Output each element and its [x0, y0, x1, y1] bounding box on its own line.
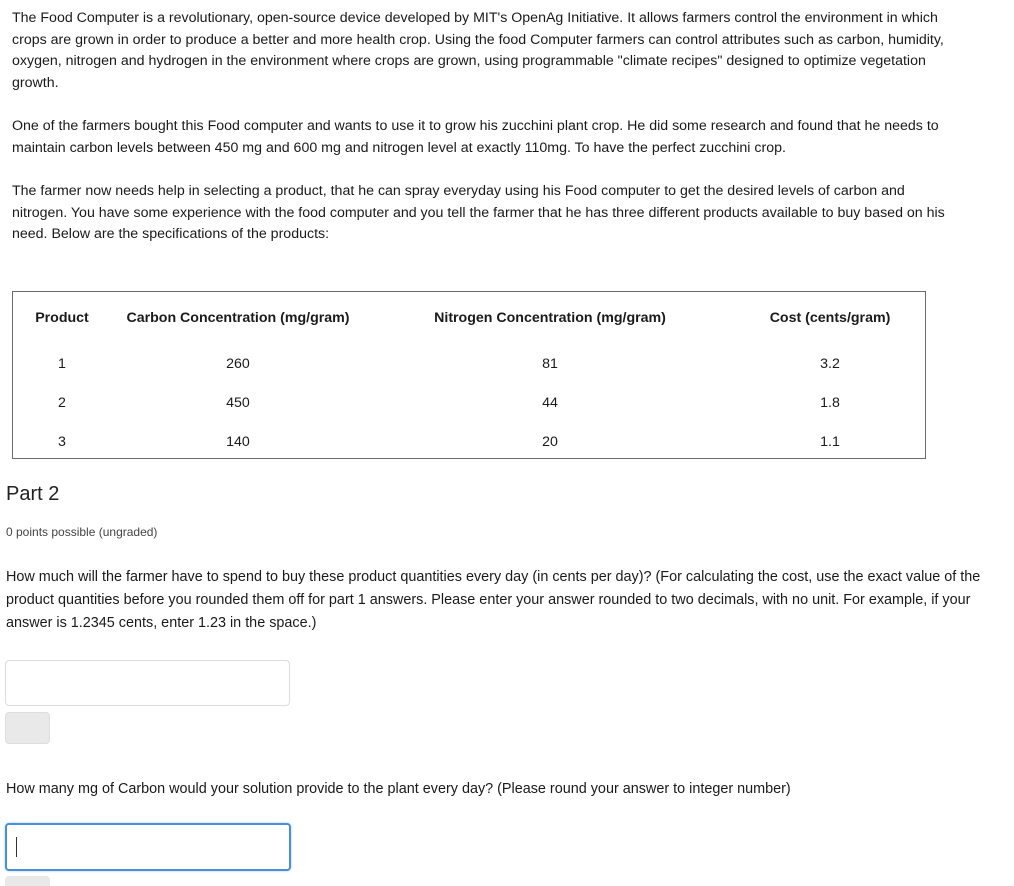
submit-button-2[interactable] [5, 876, 50, 886]
header-product: Product [35, 310, 89, 326]
cell-carbon: 140 [226, 433, 250, 450]
carbon-answer-input[interactable] [5, 823, 291, 871]
cell-carbon: 260 [226, 355, 250, 372]
cost-answer-input[interactable] [5, 660, 290, 706]
header-cost: Cost (cents/gram) [769, 310, 891, 326]
cell-carbon: 450 [226, 394, 250, 411]
question-carbon-text: How many mg of Carbon would your solution provide to the plant every day? (Please round your answer to integer number) [6, 781, 791, 797]
product-spec-table [12, 291, 926, 459]
cell-nitrogen: 44 [542, 394, 558, 411]
spec-table [13, 292, 925, 461]
table-row [13, 383, 925, 422]
intro-paragraph-2: One of the farmers bought this Food computer and wants to use it to grow his zucchini plant crop. He did some research and found that he needs to maintain carbon levels between 450 mg and 600 mg and nitrogen level at exactly 110mg. To have the perfect zucchini crop. [12, 118, 939, 156]
table-row [13, 344, 925, 383]
problem-description [12, 8, 962, 268]
intro-paragraph-1: The Food Computer is a revolutionary, open-source device developed by MIT's OpenAg Initiative. It allows farmers control the environment in which crops are grown in order to produce a better and more health crop. Using the food Computer farmers can control attributes such as carbon, humidity, oxygen, nitrogen and hydrogen in the environment where crops are grown, using programmable "climate recipes" designed to optimize vegetation growth. [12, 10, 944, 91]
cell-cost: 1.8 [820, 394, 840, 411]
question-cost-text: How much will the farmer have to spend to buy these product quantities every day (in cents per day)? (For calculating the cost, use the exact value of the product quantities before you rounded them off for part 1 answers. Please enter your answer rounded to two decimals, with no unit. For example, if your answer is 1.2345 cents, enter 1.23 in the space.) [6, 569, 981, 631]
table-header-row [13, 292, 925, 344]
cell-nitrogen: 81 [542, 355, 558, 372]
header-nitrogen: Nitrogen Concentration (mg/gram) [434, 310, 666, 326]
table-row [13, 422, 925, 461]
cell-product: 1 [58, 355, 66, 372]
submit-button[interactable] [5, 712, 50, 744]
text-caret [16, 837, 17, 857]
cell-product: 3 [58, 433, 66, 450]
part-title: Part 2 [6, 483, 60, 505]
header-carbon: Carbon Concentration (mg/gram) [126, 310, 350, 326]
intro-paragraph-3: The farmer now needs help in selecting a product, that he can spray everyday using his Food computer to get the desired levels of carbon and nitrogen. You have some experience with the food computer and you tell the farmer that he has three different products available to buy based on his need. Below are the specifications of the products: [12, 183, 945, 242]
cell-product: 2 [58, 394, 66, 411]
cell-cost: 1.1 [820, 433, 840, 450]
cell-nitrogen: 20 [542, 433, 558, 450]
points-label: 0 points possible (ungraded) [6, 525, 158, 539]
cell-cost: 3.2 [820, 355, 840, 372]
